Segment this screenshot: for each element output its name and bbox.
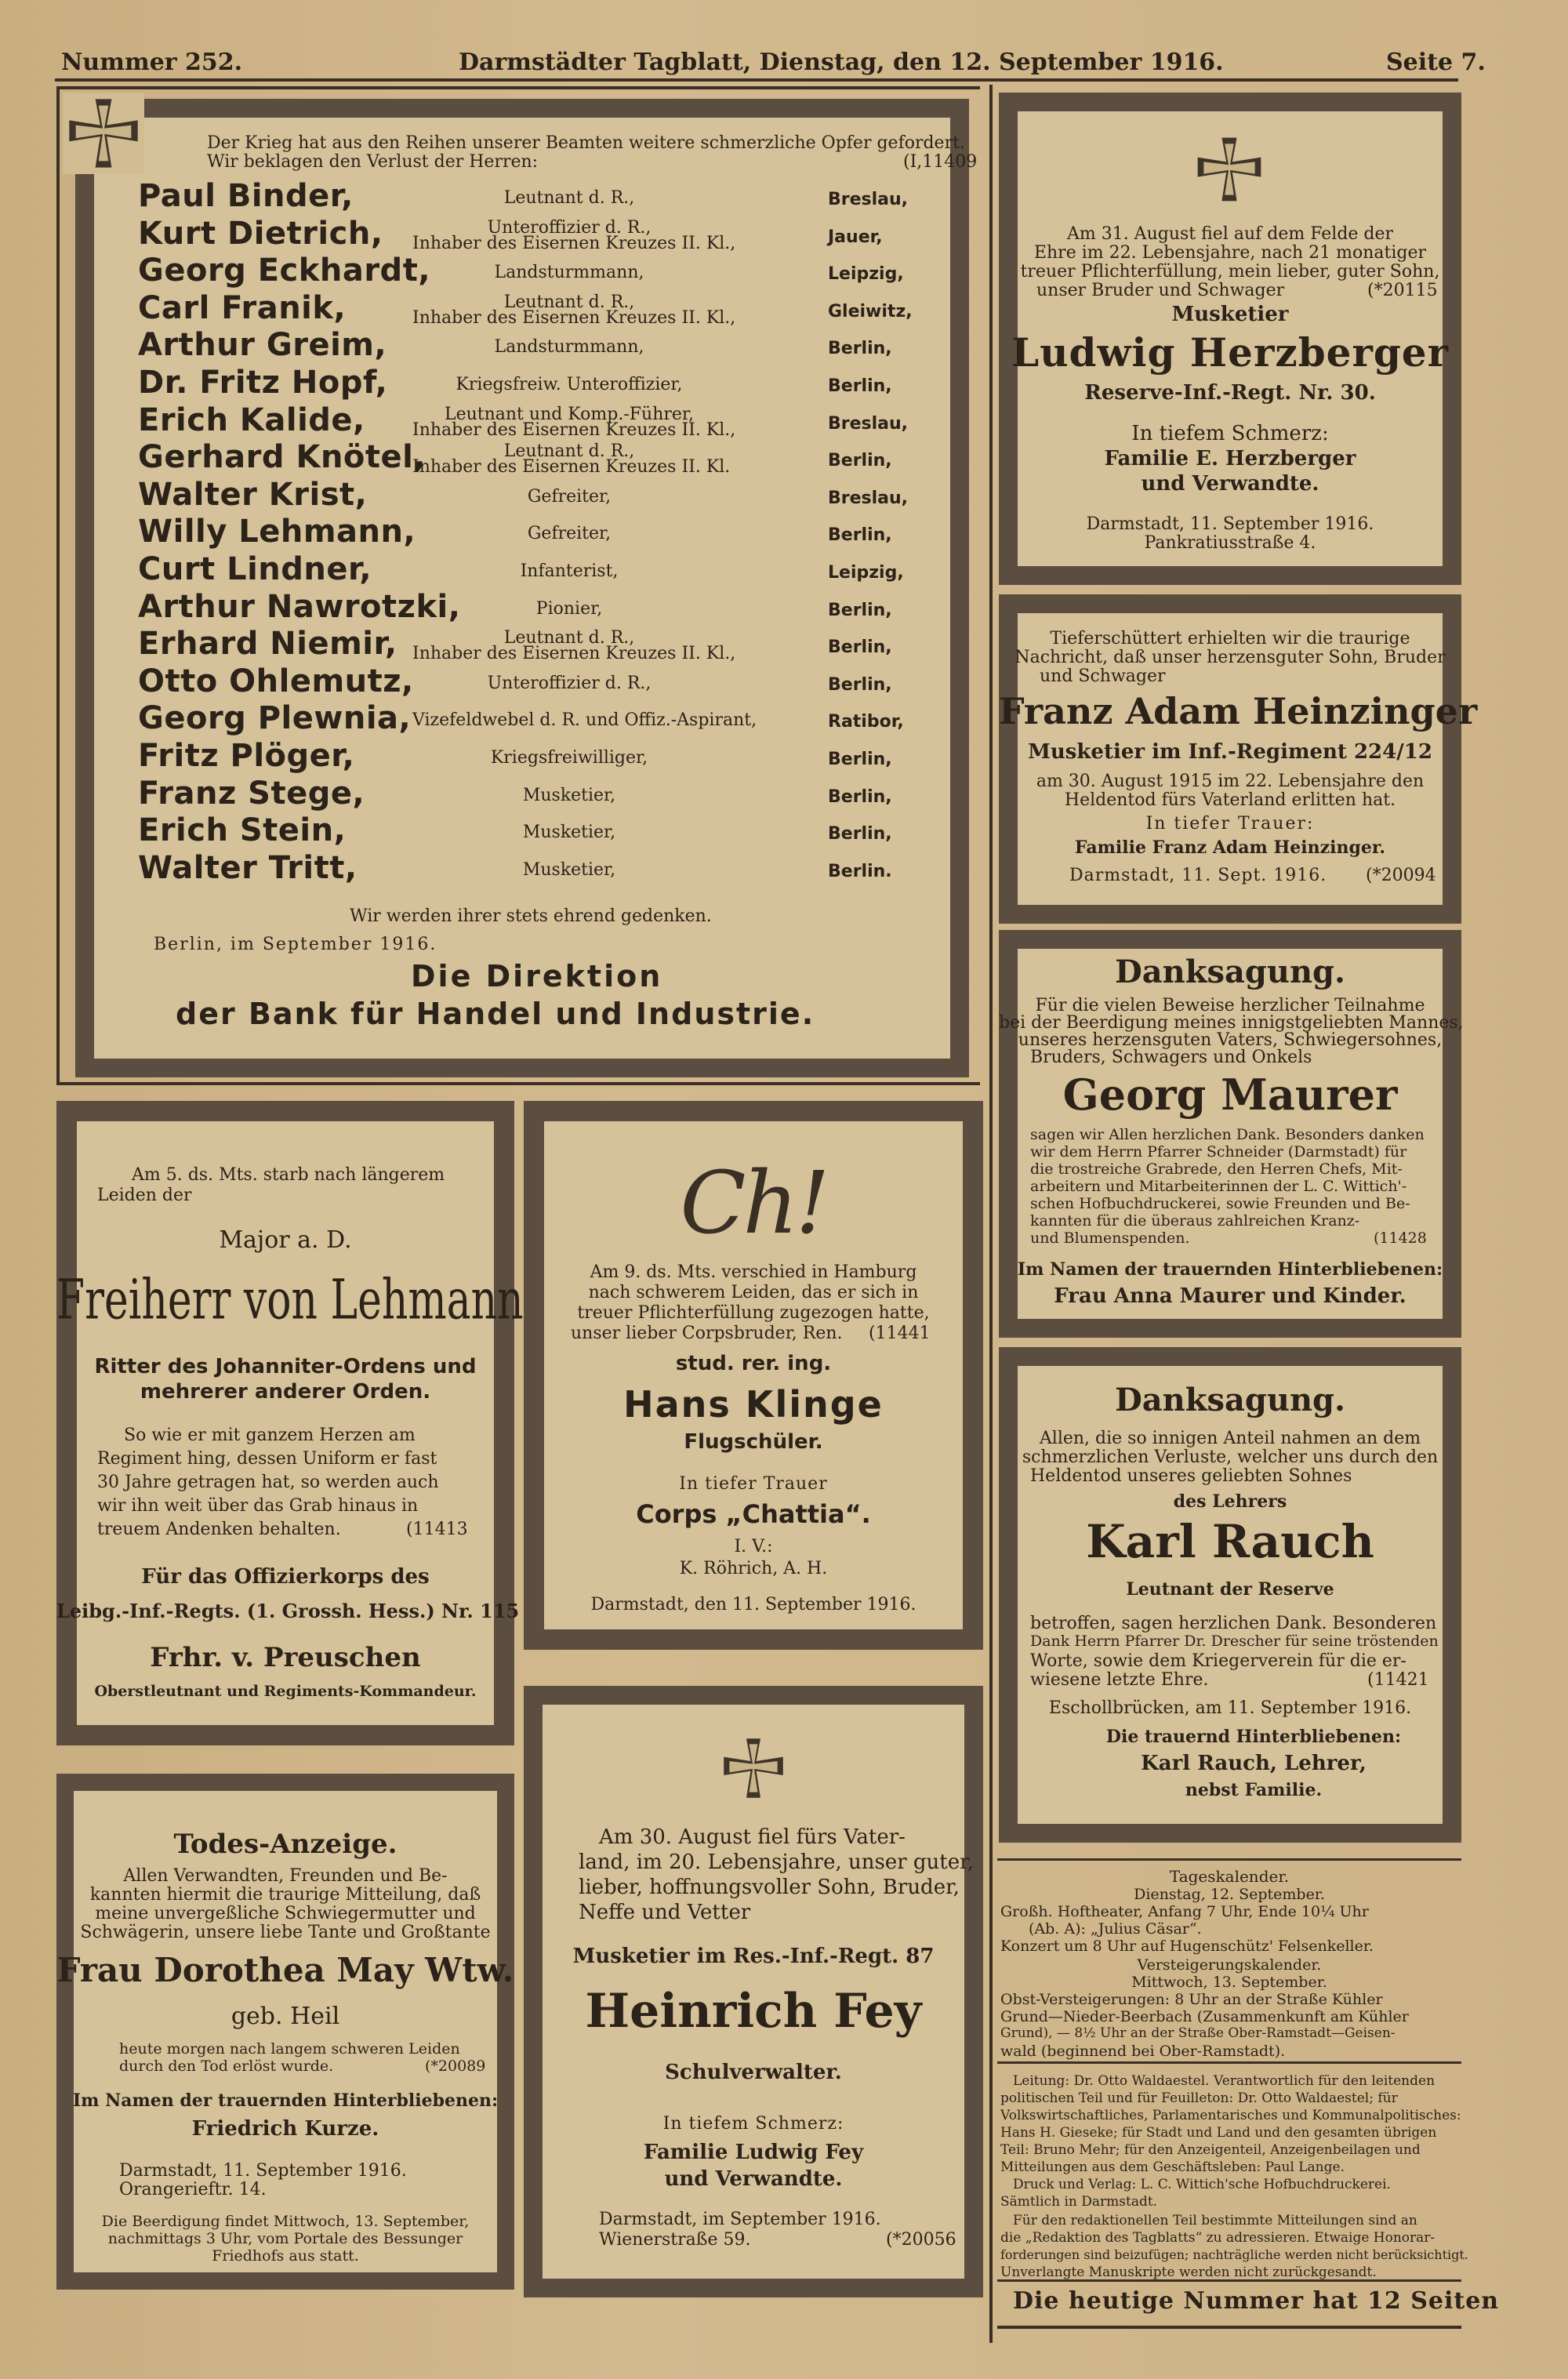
klinge-text-3: treuer Pflichterfüllung zugezogen hatte,: [577, 1303, 930, 1323]
maurer-title: Danksagung.: [1115, 953, 1345, 990]
heinzinger-text-3: und Schwager: [1040, 666, 1166, 686]
herzberger-family-2: und Verwandte.: [1141, 472, 1319, 496]
casualty-rank: Inhaber des Eisernen Kreuzes II. Kl.,: [412, 420, 736, 440]
bank-signature-line1: Die Direktion: [411, 959, 663, 993]
fey-name: Heinrich Fey: [585, 1984, 922, 2039]
footer-rule: [997, 2326, 1461, 2329]
casualty-city: Jauer,: [828, 227, 883, 247]
rauch-text-6: Dank Herrn Pfarrer Dr. Drescher für seine tröstenden: [1030, 1633, 1439, 1650]
herzberger-text-3: treuer Pflichterfüllung, mein lieber, guter Sohn,: [1020, 262, 1440, 281]
bank-intro-line1: Der Krieg hat aus den Reihen unserer Beamten weitere schmerzliche Opfer gefordert.: [207, 133, 965, 153]
casualty-name: Carl Franik,: [138, 289, 347, 326]
maurer-text-1: Für die vielen Beweise herzlicher Teilnahme: [1035, 996, 1425, 1015]
calendar-text-1: Großh. Hoftheater, Anfang 7 Uhr, Ende 10¼ Uhr: [1000, 1903, 1369, 1920]
rauch-place: Eschollbrücken, am 11. September 1916.: [1048, 1698, 1412, 1718]
maurer-text-2: bei der Beerdigung meines innigstgeliebten Mannes,: [999, 1013, 1464, 1033]
klinge-rank: Flugschüler.: [684, 1430, 823, 1454]
bank-closing: Wir werden ihrer stets ehrend gedenken.: [350, 906, 712, 926]
corps-emblem: Ch!: [680, 1153, 827, 1253]
casualty-name: Arthur Greim,: [138, 327, 387, 364]
page-number: Seite 7.: [1386, 49, 1486, 76]
impressum-line-7: Druck und Verlag: L. C. Wittich'sche Hofbuchdruckerei.: [1013, 2177, 1391, 2192]
calendar-text-4: Obst-Versteigerungen: 8 Uhr an der Straße Kühler: [1000, 1991, 1383, 2008]
impressum-line-8: Sämtlich in Darmstadt.: [1000, 2194, 1158, 2210]
calendar-date-2: Mittwoch, 13. September.: [1131, 1974, 1327, 1991]
herzberger-place: Darmstadt, 11. September 1916.: [1086, 514, 1374, 534]
maurer-text-7: die trostreiche Grabrede, den Herren Chefs, Mit-: [1030, 1160, 1403, 1178]
issue-number: Nummer 252.: [61, 49, 243, 76]
may-signature-1: Im Namen der trauernden Hinterbliebenen:: [72, 2090, 499, 2111]
casualty-rank: Kriegsfreiwilliger,: [490, 748, 648, 768]
casualty-city: Berlin,: [828, 786, 892, 807]
day-calendar: [997, 1858, 1461, 2064]
heinzinger-family: Familie Franz Adam Heinzinger.: [1074, 837, 1386, 858]
header-rule: [55, 78, 1458, 82]
maurer-signature-2: Frau Anna Maurer und Kinder.: [1054, 1284, 1406, 1308]
casualty-city: Gleiwitz,: [828, 301, 913, 321]
heinzinger-place: Darmstadt, 11. Sept. 1916.: [1069, 866, 1327, 885]
maurer-text-11: und Blumenspenden.: [1030, 1229, 1190, 1247]
casualty-name: Dr. Fritz Hopf,: [138, 365, 388, 401]
rauch-text-2: schmerzlichen Verluste, welcher uns durch den: [1022, 1447, 1439, 1467]
fey-text-3: lieber, hoffnungsvoller Sohn, Bruder,: [579, 1876, 960, 1899]
calendar-title: Tageskalender.: [1169, 1867, 1290, 1886]
may-address: Orangerieftr. 14.: [119, 2180, 267, 2199]
casualty-rank: Inhaber des Eisernen Kreuzes II. Kl.,: [412, 307, 736, 328]
fey-text-4: Neffe und Vetter: [579, 1901, 751, 1924]
casualty-rank: Musketier,: [522, 785, 616, 805]
may-text-5: heute morgen nach langem schweren Leiden: [119, 2040, 460, 2058]
column-rule: [989, 85, 993, 2343]
may-notice: [56, 1774, 514, 2290]
may-signature-2: Friedrich Kurze.: [191, 2117, 379, 2141]
bank-ref: (I,11409: [903, 152, 978, 172]
casualty-rank: Gefreiter,: [527, 486, 612, 507]
klinge-ref: (11441: [869, 1324, 931, 1343]
fey-rank: Schulverwalter.: [665, 2061, 842, 2084]
klinge-signature: K. Röhrich, A. H.: [679, 1559, 828, 1578]
casualty-rank: Pionier,: [535, 598, 603, 619]
may-funeral-3: Friedhofs aus statt.: [212, 2247, 359, 2265]
casualty-rank: Musketier,: [522, 859, 616, 880]
calendar-date: Dienstag, 12. September.: [1134, 1886, 1325, 1903]
casualty-rank: Kriegsfreiw. Unteroffizier,: [456, 375, 683, 394]
may-born: geb. Heil: [230, 2003, 340, 2030]
impressum-line-12: Unverlangte Manuskripte werden nicht zurückgesandt.: [1000, 2265, 1377, 2280]
lehmann-rank: Major a. D.: [219, 1226, 352, 1254]
lehmann-name: Freiherr von Lehmann: [56, 1269, 524, 1332]
maurer-text-10: kannten für die überaus zahlreichen Kranz-: [1030, 1212, 1360, 1229]
may-place: Darmstadt, 11. September 1916.: [119, 2161, 407, 2181]
bank-place: Berlin, im September 1916.: [154, 935, 437, 954]
casualty-name: Franz Stege,: [138, 775, 365, 812]
lehmann-text-4: Regiment hing, dessen Uniform er fast: [97, 1449, 437, 1469]
rauch-text-4: des Lehrers: [1173, 1491, 1287, 1512]
casualty-city: Berlin,: [828, 824, 892, 844]
fey-grief: In tiefem Schmerz:: [662, 2114, 844, 2134]
impressum-line-3: Volkswirtschaftliches, Parlamentarisches und Kommunalpolitisches:: [1000, 2108, 1461, 2123]
casualty-rank: Leutnant d. R.,: [503, 628, 635, 648]
rauch-rank: Leutnant der Reserve: [1126, 1579, 1334, 1600]
casualty-rank: Leutnant und Komp.-Führer,: [444, 404, 695, 424]
impressum-line-4: Hans H. Gieseke; für Stadt und Land und den gesamten übrigen: [1000, 2125, 1437, 2141]
maurer-text-5: sagen wir Allen herzlichen Dank. Besonders danken: [1030, 1126, 1425, 1143]
heinzinger-text-1: Tieferschüttert erhielten wir die traurige: [1050, 629, 1410, 648]
klinge-place: Darmstadt, den 11. September 1916.: [590, 1595, 916, 1614]
casualty-name: Walter Tritt,: [138, 849, 358, 886]
may-text-1: Allen Verwandten, Freunden und Be-: [123, 1866, 448, 1886]
casualty-name: Paul Binder,: [138, 178, 354, 214]
klinge-text-1: Am 9. ds. Mts. verschied in Hamburg: [590, 1262, 917, 1282]
maurer-text-8: arbeitern und Mitarbeiterinnen der L. C. Wittich'-: [1030, 1178, 1407, 1195]
may-ref: (*20089: [425, 2058, 486, 2075]
casualty-name: Erich Kalide,: [138, 401, 365, 438]
maurer-text-4: Bruders, Schwagers und Onkels: [1030, 1048, 1312, 1067]
maurer-text-3: unseres herzensguten Vaters, Schwiegersohnes,: [1018, 1030, 1443, 1050]
may-funeral-2: nachmittags 3 Uhr, vom Portale des Bessunger: [107, 2230, 463, 2247]
impressum-line-10: die „Redaktion des Tagblatts“ zu adressieren. Etwaige Honorar-: [1000, 2230, 1436, 2246]
iron-cross-icon: [63, 93, 144, 174]
lehmann-signature-3: Frhr. v. Preuschen: [150, 1642, 421, 1673]
may-text-4: Schwägerin, unsere liebe Tante und Großtante: [80, 1923, 491, 1942]
casualty-city: Breslau,: [828, 413, 909, 434]
heinzinger-text-5: Heldentod fürs Vaterland erlitten hat.: [1064, 790, 1396, 810]
heinzinger-notice: [999, 594, 1478, 924]
heinzinger-name: Franz Adam Heinzinger: [999, 690, 1478, 732]
casualty-city: Berlin,: [828, 674, 892, 695]
casualty-rank: Inhaber des Eisernen Kreuzes II. Kl.,: [412, 233, 736, 253]
may-text-6: durch den Tod erlöst wurde.: [119, 2058, 334, 2075]
rauch-text-1: Allen, die so innigen Anteil nahmen an dem: [1039, 1429, 1421, 1448]
klinge-text-2: nach schwerem Leiden, das er sich in: [588, 1283, 919, 1302]
herzberger-text-4: unser Bruder und Schwager: [1036, 281, 1285, 300]
lehmann-title-2: mehrerer anderer Orden.: [140, 1380, 431, 1404]
rauch-signature-2: Karl Rauch, Lehrer,: [1141, 1752, 1367, 1775]
casualty-name: Georg Eckhardt,: [138, 252, 431, 289]
casualty-city: Berlin.: [828, 861, 892, 881]
lehmann-signature-1: Für das Offizierkorps des: [141, 1565, 430, 1589]
herzberger-unit: Reserve-Inf.-Regt. Nr. 30.: [1084, 381, 1376, 405]
casualty-name: Gerhard Knötel,: [138, 439, 426, 476]
rauch-signature-1: Die trauernd Hinterbliebenen:: [1105, 1727, 1402, 1747]
calendar-text-5: Grund—Nieder-Beerbach (Zusammenkunft am Kühler: [1000, 2008, 1409, 2025]
casualty-name: Walter Krist,: [138, 476, 368, 513]
casualty-city: Berlin,: [828, 376, 892, 396]
casualty-city: Leipzig,: [828, 264, 904, 285]
herzberger-ref: (*20115: [1367, 281, 1438, 300]
calendar-text-3: Konzert um 8 Uhr auf Hugenschütz' Felsenkeller.: [1000, 1938, 1374, 1955]
maurer-text-6: wir dem Herrn Pfarrer Schneider (Darmstadt) für: [1030, 1143, 1407, 1160]
rauch-text-7: Worte, sowie dem Kriegerverein für die er-: [1030, 1651, 1406, 1671]
iron-cross-icon: [1192, 132, 1267, 207]
may-name: Frau Dorothea May Wtw.: [56, 1951, 514, 1989]
impressum-line-6: Mitteilungen aus dem Geschäftsleben: Paul Lange.: [1000, 2159, 1345, 2175]
casualty-rank: Leutnant d. R.,: [503, 188, 635, 208]
herzberger-name: Ludwig Herzberger: [1011, 329, 1449, 376]
klinge-text-4: unser lieber Corpsbruder, Ren.: [571, 1324, 843, 1343]
casualty-city: Berlin,: [828, 525, 892, 546]
maurer-name: Georg Maurer: [1062, 1070, 1398, 1120]
casualty-rank: Leutnant d. R.,: [503, 441, 635, 462]
casualty-city: Berlin,: [828, 637, 892, 658]
fey-family-2: und Verwandte.: [664, 2167, 843, 2191]
heinzinger-ref: (*20094: [1366, 866, 1436, 885]
lehmann-text-7: treuem Andenken behalten.: [97, 1520, 341, 1539]
calendar-text-7: wald (beginnend bei Ober-Ramstadt).: [1000, 2043, 1286, 2060]
newspaper-title: Darmstädter Tagblatt, Dienstag, den 12. September 1916.: [459, 49, 1224, 76]
rauch-signature-3: nebst Familie.: [1185, 1780, 1323, 1800]
bank-signature-line2: der Bank für Handel und Industrie.: [176, 997, 815, 1031]
iron-cross-icon: [718, 1733, 789, 1803]
may-text-3: meine unvergeßliche Schwiegermutter und: [95, 1904, 476, 1923]
klinge-grief: In tiefer Trauer: [679, 1474, 828, 1494]
maurer-signature-1: Im Namen der trauernden Hinterbliebenen:: [1017, 1259, 1443, 1280]
casualty-rank: Musketier,: [522, 823, 616, 843]
impressum-line-9: Für den redaktionellen Teil bestimmte Mitteilungen sind an: [1013, 2213, 1417, 2228]
fey-family-1: Familie Ludwig Fey: [643, 2141, 864, 2164]
klinge-title: stud. rer. ing.: [675, 1352, 832, 1375]
casualty-city: Berlin,: [828, 750, 892, 769]
fey-address: Wienerstraße 59.: [599, 2230, 751, 2250]
casualty-city: Ratibor,: [828, 712, 904, 732]
rauch-ref: (11421: [1367, 1670, 1429, 1690]
klinge-notice: [524, 1101, 983, 1650]
herzberger-family-1: Familie E. Herzberger: [1104, 447, 1356, 470]
rauch-text-5: betroffen, sagen herzlichen Dank. Besonderen: [1030, 1614, 1437, 1633]
casualty-name: Erhard Niemir,: [138, 626, 397, 663]
lehmann-signature-2: Leibg.-Inf.-Regts. (1. Grossh. Hess.) Nr. 115: [56, 1600, 520, 1622]
casualty-name: Erich Stein,: [138, 812, 347, 849]
casualty-city: Berlin,: [828, 451, 892, 471]
lehmann-text-3: So wie er mit ganzem Herzen am: [124, 1426, 416, 1445]
may-funeral-1: Die Beerdigung findet Mittwoch, 13. September,: [101, 2213, 470, 2230]
fey-ref: (*20056: [886, 2230, 956, 2250]
may-title: Todes-Anzeige.: [173, 1829, 397, 1860]
casualty-city: Berlin,: [828, 600, 892, 620]
casualty-city: Breslau,: [828, 488, 909, 508]
bank-notice: [56, 86, 980, 1082]
fey-text-2: land, im 20. Lebensjahre, unser guter,: [579, 1851, 974, 1874]
impressum-line-2: politischen Teil und für Feuilleton: Dr. Otto Waldaestel; für: [1000, 2090, 1398, 2106]
casualty-rank: Unteroffizier d. R.,: [487, 673, 652, 693]
herzberger-text-1: Am 31. August fiel auf dem Felde der: [1066, 224, 1394, 244]
impressum-line-11: forderungen sind beizufügen; nachträgliche werden nicht berücksichtigt.: [1000, 2247, 1468, 2262]
lehmann-signature-4: Oberstleutnant und Regiments-Kommandeur.: [94, 1683, 477, 1700]
casualty-name: Otto Ohlemutz,: [138, 663, 414, 699]
impressum-line-1: Leitung: Dr. Otto Waldaestel. Verantwortlich für den leitenden: [1013, 2073, 1436, 2089]
lehmann-text-5: 30 Jahre getragen hat, so werden auch: [97, 1473, 439, 1492]
casualty-rank: Inhaber des Eisernen Kreuzes II. Kl.: [412, 457, 731, 478]
lehmann-notice: [56, 1101, 524, 1745]
lehmann-ref: (11413: [406, 1520, 468, 1539]
casualty-rank: Leutnant d. R.,: [503, 292, 635, 312]
casualty-name: Curt Lindner,: [138, 551, 372, 587]
calendar-text-2: (Ab. A): „Julius Cäsar“.: [1029, 1920, 1202, 1938]
fey-unit: Musketier im Res.-Inf.-Regt. 87: [572, 1945, 935, 1968]
herzberger-text-2: Ehre im 22. Lebensjahre, nach 21 monatiger: [1033, 243, 1427, 263]
fey-text-1: Am 30. August fiel fürs Vater-: [599, 1825, 906, 1849]
impressum-line-5: Teil: Bruno Mehr; für den Anzeigenteil, Anzeigenbeilagen und: [1000, 2142, 1421, 2158]
page-count-note: Die heutige Nummer hat 12 Seiten: [1013, 2287, 1500, 2315]
lehmann-title-1: Ritter des Johanniter-Ordens und: [94, 1355, 477, 1378]
maurer-ref: (11428: [1374, 1229, 1427, 1247]
rauch-title: Danksagung.: [1115, 1382, 1345, 1418]
lehmann-text-2: Leiden der: [97, 1186, 192, 1205]
klinge-iv: I. V.:: [734, 1537, 773, 1556]
casualty-rank: Landsturmmann,: [494, 337, 644, 358]
may-text-2: kannten hiermit die traurige Mitteilung, daß: [89, 1885, 481, 1905]
heinzinger-grief: In tiefer Trauer:: [1145, 814, 1315, 834]
casualty-rank: Landsturmmann,: [494, 263, 644, 283]
casualty-rank: Infanterist,: [520, 561, 619, 581]
calendar-text-6: Grund), — 8½ Uhr an der Straße Ober-Ramstadt—Geisen-: [1000, 2025, 1396, 2041]
heinzinger-text-4: am 30. August 1915 im 22. Lebensjahre den: [1036, 772, 1425, 791]
casualty-city: Berlin,: [828, 339, 892, 359]
calendar-subtitle: Versteigerungskalender.: [1137, 1956, 1322, 1974]
heinzinger-text-2: Nachricht, daß unser herzensguter Sohn, Bruder: [1014, 648, 1446, 667]
casualty-name: Kurt Dietrich,: [138, 215, 383, 252]
casualty-city: Breslau,: [828, 190, 909, 209]
rauch-name: Karl Rauch: [1086, 1515, 1374, 1568]
casualty-name: Fritz Plöger,: [138, 738, 355, 774]
lehmann-text-6: wir ihn weit über das Grab hinaus in: [97, 1496, 419, 1516]
klinge-corps: Corps „Chattia“.: [636, 1499, 871, 1529]
casualty-name: Willy Lehmann,: [138, 514, 416, 550]
casualty-rank: Gefreiter,: [527, 524, 612, 544]
herzberger-rank: Musketier: [1171, 303, 1289, 326]
herzberger-address: Pankratiusstraße 4.: [1144, 533, 1316, 553]
maurer-notice: [999, 930, 1464, 1338]
impressum: [997, 2068, 1468, 2282]
klinge-name: Hans Klinge: [623, 1383, 884, 1426]
lehmann-text-1: Am 5. ds. Mts. starb nach längerem: [132, 1165, 445, 1185]
herzberger-grief: In tiefem Schmerz:: [1131, 422, 1329, 445]
fey-place: Darmstadt, im September 1916.: [599, 2210, 881, 2229]
rauch-notice: [999, 1347, 1461, 1843]
casualty-name: Arthur Nawrotzki,: [138, 588, 461, 625]
rauch-text-3: Heldentod unseres geliebten Sohnes: [1030, 1466, 1352, 1486]
casualty-city: Leipzig,: [828, 563, 904, 583]
casualty-rank: Inhaber des Eisernen Kreuzes II. Kl.,: [412, 644, 736, 664]
bank-bottom-rule: [56, 1082, 980, 1085]
casualty-rank: Vizefeldwebel d. R. und Offiz.-Aspirant,: [412, 710, 757, 731]
maurer-text-9: schen Hofbuchdruckerei, sowie Freunden und Be-: [1030, 1195, 1410, 1212]
heinzinger-unit: Musketier im Inf.-Regiment 224/12: [1028, 740, 1432, 764]
rauch-text-8: wiesene letzte Ehre.: [1030, 1670, 1209, 1690]
casualty-name: Georg Plewnia,: [138, 700, 412, 737]
herzberger-notice: [999, 93, 1461, 585]
bank-intro-line2: Wir beklagen den Verlust der Herren:: [207, 152, 539, 172]
fey-notice: [524, 1686, 983, 2297]
casualty-rank: Unteroffizier d. R.,: [487, 217, 652, 238]
